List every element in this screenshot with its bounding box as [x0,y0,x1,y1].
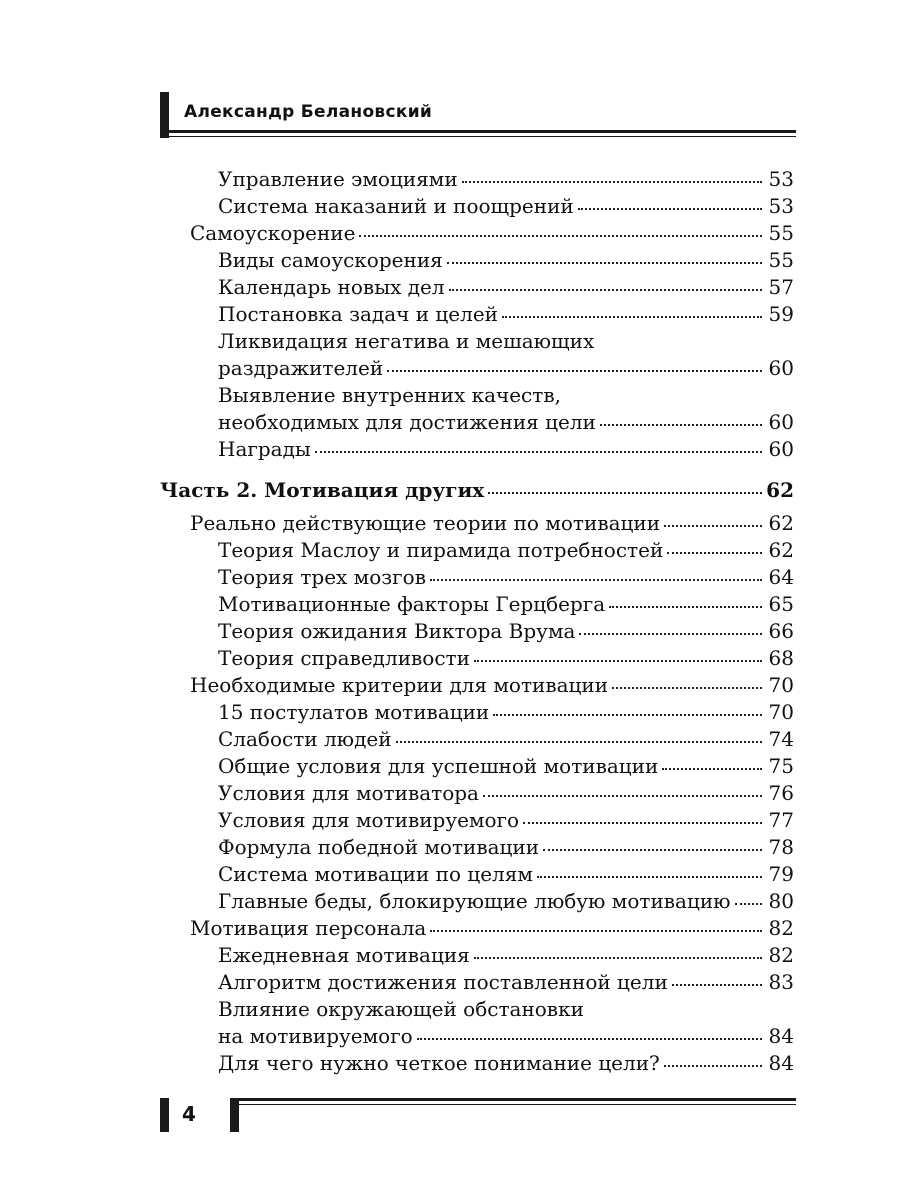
toc-entry [160,942,794,969]
toc-entry-title: Необходимые критерии для мотивации [190,673,609,697]
leader-dots [664,1065,762,1067]
leader-dots [417,1038,762,1040]
toc-entry [160,193,794,220]
toc-entry-page: 84 [768,1024,794,1048]
toc-entry [160,726,794,753]
toc-entry-title: Теория Маслоу и пирамида потребностей [218,538,664,562]
toc-entry-title: Теория справедливости [218,646,470,670]
toc-entry-page: 76 [768,781,794,805]
toc-entry-page: 79 [768,862,794,886]
toc-entry-page: 68 [768,646,794,670]
toc-entry-page: 60 [768,410,794,434]
toc-entry-title: Система мотивации по целям [218,862,533,886]
leader-dots [667,552,762,554]
toc-entry-page: 78 [768,835,794,859]
toc-entry-title-line: Влияние окружающей обстановки [218,997,584,1021]
toc-entry-page: 64 [768,565,794,589]
toc-entry-page: 84 [768,1051,794,1075]
toc-entry-title: Теория ожидания Виктора Врума [218,619,576,643]
toc-entry [160,510,794,537]
toc-entry [160,861,794,888]
toc-entry [160,436,794,463]
toc-entry-title-line: на мотивируемого [218,1024,413,1048]
toc-entry-page: 74 [768,727,794,751]
toc-entry [160,247,794,274]
toc-entry-page: 60 [768,356,794,380]
running-header [160,92,796,140]
toc-entry-title: Формула победной мотивации [218,835,540,859]
footer-bar-left [160,1098,169,1132]
toc-entry-title: Мотивация персонала [190,916,427,940]
leader-dots [449,289,762,291]
toc-entry [160,915,794,942]
toc-entry-page: 82 [768,916,794,940]
toc-entry-page: 62 [766,478,794,502]
toc-entry [160,328,794,382]
leader-dots [315,451,762,453]
leader-dots [537,876,762,878]
header-bar [160,92,169,138]
footer-bar-right [230,1098,239,1132]
toc-entry [160,537,794,564]
leader-dots [447,262,762,264]
toc-entry-page: 80 [768,889,794,913]
toc-entry [160,699,794,726]
toc-entry [160,1050,794,1077]
leader-dots [578,208,762,210]
toc-entry-title: Виды самоускорения [218,248,443,272]
toc-entry-title: Постановка задач и целей [218,302,498,326]
leader-dots [600,424,762,426]
toc-entry [160,301,794,328]
toc-entry-title: Часть 2. Мотивация других [160,478,485,502]
toc-entry-title: Условия для мотивируемого [218,808,520,832]
header-rule-thin [169,136,796,137]
leader-dots [493,714,762,716]
table-of-contents [160,166,794,1077]
toc-entry-title: Мотивационные факторы Герцберга [218,592,606,616]
toc-entry-page: 75 [768,754,794,778]
leader-dots [672,984,762,986]
leader-dots [387,370,762,372]
leader-dots [396,741,762,743]
toc-entry-page: 83 [768,970,794,994]
toc-entry-title: Теория трех мозгов [218,565,426,589]
footer-rule-thin [239,1104,796,1105]
leader-dots [488,492,762,494]
toc-entry-page: 53 [768,167,794,191]
leader-dots [483,795,762,797]
toc-entry-page: 62 [768,511,794,535]
toc-entry [160,834,794,861]
toc-entry-title: Самоускорение [190,221,356,245]
leader-dots [523,822,762,824]
toc-entry [160,564,794,591]
leader-dots [474,660,762,662]
toc-entry-page: 77 [768,808,794,832]
toc-entry-title: Условия для мотиватора [218,781,479,805]
toc-entry-title-line: раздражителей [218,356,384,380]
toc-entry [160,780,794,807]
toc-entry-title: Слабости людей [218,727,392,751]
toc-entry-title-line: Выявление внутренних качеств, [218,383,561,407]
toc-entry [160,888,794,915]
toc-entry-page: 70 [768,673,794,697]
leader-dots [662,768,762,770]
toc-entry [160,807,794,834]
leader-dots [609,606,762,608]
leader-dots [664,525,762,527]
leader-dots [462,181,762,183]
toc-entry [160,220,794,247]
toc-entry-title: Ежедневная мотивация [218,943,470,967]
running-footer [160,1098,796,1138]
toc-entry-title-line: необходимых для достижения цели [218,410,596,434]
page-number: 4 [182,1102,196,1126]
toc-entry [160,382,794,436]
leader-dots [612,687,762,689]
leader-dots [579,633,762,635]
toc-entry [160,591,794,618]
footer-rule [239,1098,796,1101]
toc-entry [160,996,794,1050]
toc-entry-page: 82 [768,943,794,967]
toc-entry-page: 66 [768,619,794,643]
toc-entry-page: 60 [768,437,794,461]
author-name: Александр Белановский [184,102,433,122]
toc-entry-title: Реально действующие теории по мотивации [190,511,661,535]
toc-part-heading [160,477,794,504]
leader-dots [543,849,762,851]
toc-entry-title: Система наказаний и поощрений [218,194,574,218]
toc-entry [160,969,794,996]
toc-entry-title: 15 постулатов мотивации [218,700,490,724]
toc-entry [160,166,794,193]
toc-entry-title: Алгоритм достижения поставленной цели [218,970,668,994]
toc-entry-title: Главные беды, блокирующие любую мотивацию [218,889,731,913]
toc-entry-page: 55 [768,248,794,272]
toc-entry-title: Общие условия для успешной мотивации [218,754,659,778]
toc-entry [160,274,794,301]
leader-dots [474,957,762,959]
toc-entry-page: 57 [768,275,794,299]
toc-entry-page: 62 [768,538,794,562]
toc-entry [160,645,794,672]
leader-dots [359,235,762,237]
toc-entry-title: Календарь новых дел [218,275,445,299]
leader-dots [430,579,762,581]
toc-entry-title-line: Ликвидация негатива и мешающих [218,329,595,353]
toc-entry [160,618,794,645]
toc-entry-page: 55 [768,221,794,245]
header-rule [169,130,796,133]
toc-entry-title: Для чего нужно четкое понимание цели? [218,1051,660,1075]
toc-entry-page: 59 [768,302,794,326]
toc-entry-page: 70 [768,700,794,724]
toc-entry-title: Награды [218,437,311,461]
toc-entry [160,753,794,780]
leader-dots [735,903,762,905]
toc-entry [160,672,794,699]
leader-dots [502,316,762,318]
toc-entry-title: Управление эмоциями [218,167,458,191]
leader-dots [430,930,762,932]
toc-entry-page: 53 [768,194,794,218]
toc-entry-page: 65 [768,592,794,616]
